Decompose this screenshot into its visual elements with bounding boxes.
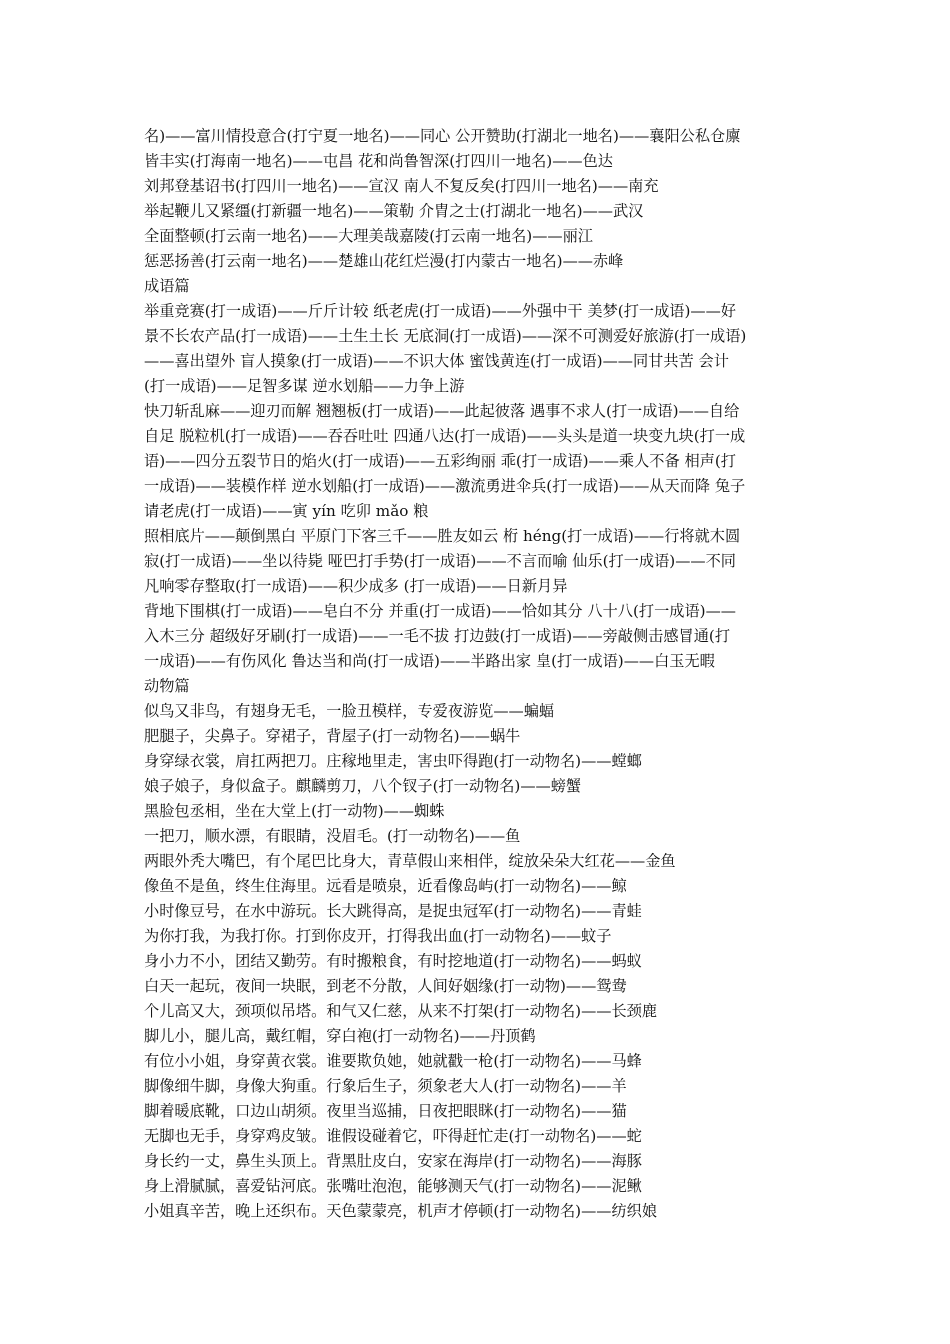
text-line: 似鸟又非鸟，有翅身无毛，一脸丑模样，专爱夜游览——蝙蝠 bbox=[144, 702, 555, 720]
text-line: 名)——富川情投意合(打宁夏一地名)——同心 公开赞助(打湖北一地名)——襄阳公私仓廪 bbox=[144, 127, 741, 145]
text-line: 无脚也无手，身穿鸡皮皱。谁假设碰着它，吓得赶忙走(打一动物名)——蛇 bbox=[144, 1127, 642, 1145]
text-line: 身小力不小，团结又勤劳。有时搬粮食，有时挖地道(打一动物名)——蚂蚁 bbox=[144, 952, 642, 970]
document-body bbox=[144, 124, 814, 1224]
text-line: 肥腿子，尖鼻子。穿裙子，背屋子(打一动物名)——蜗牛 bbox=[144, 727, 521, 745]
text-line: 动物篇 bbox=[144, 677, 190, 695]
text-line: 成语篇 bbox=[144, 277, 190, 295]
text-line: 身长约一丈，鼻生头顶上。背黑肚皮白，安家在海岸(打一动物名)——海豚 bbox=[144, 1152, 642, 1170]
text-line: 身上滑腻腻，喜爱钻河底。张嘴吐泡泡，能够测天气(打一动物名)——泥鳅 bbox=[144, 1177, 642, 1195]
text-line: 小时像豆号，在水中游玩。长大跳得高，是捉虫冠军(打一动物名)——青蛙 bbox=[144, 902, 642, 920]
text-line: 快刀斩乱麻——迎刃而解 翘翘板(打一成语)——此起彼落 遇事不求人(打一成语)——自给 bbox=[144, 402, 740, 420]
text-line: 举重竞赛(打一成语)——斤斤计较 纸老虎(打一成语)——外强中干 美梦(打一成语)——好 bbox=[144, 302, 736, 320]
text-line: 背地下围棋(打一成语)——皂白不分 并重(打一成语)——恰如其分 八十八(打一成语)—— bbox=[144, 602, 736, 620]
text-line: 黑脸包丞相，坐在大堂上(打一动物)——蜘蛛 bbox=[144, 802, 445, 820]
text-line: 一把刀，顺水漂，有眼睛，没眉毛。(打一动物名)——鱼 bbox=[144, 827, 521, 845]
text-line: 凡响零存整取(打一成语)——积少成多 (打一成语)——日新月异 bbox=[144, 577, 568, 595]
text-line: 一成语)——装模作样 逆水划船(打一成语)——激流勇进伞兵(打一成语)——从天而降 兔子 bbox=[144, 477, 746, 495]
text-line: 照相底片——颠倒黑白 平原门下客三千——胜友如云 桁 héng(打一成语)——行将就木圆 bbox=[144, 527, 741, 545]
text-line: 个儿高又大，颈项似吊塔。和气又仁慈，从来不打架(打一动物名)——长颈鹿 bbox=[144, 1002, 658, 1020]
text-line: (打一成语)——足智多谋 逆水划船——力争上游 bbox=[144, 377, 465, 395]
text-line: 全面整顿(打云南一地名)——大理美哉嘉陵(打云南一地名)——丽江 bbox=[144, 227, 593, 245]
text-line: 语)——四分五裂节日的焰火(打一成语)——五彩绚丽 乖(打一成语)——乘人不备 相声(打 bbox=[144, 452, 736, 470]
text-line: 小姐真辛苦，晚上还织布。天色蒙蒙亮，机声才停顿(打一动物名)——纺织娘 bbox=[144, 1202, 658, 1220]
text-line: 两眼外秃大嘴巴，有个尾巴比身大，青草假山来相伴，绽放朵朵大红花——金鱼 bbox=[144, 852, 676, 870]
text-line: 请老虎(打一成语)——寅 yín 吃卯 mǎo 粮 bbox=[144, 502, 429, 520]
text-line: 寂(打一成语)——坐以待毙 哑巴打手势(打一成语)——不言而喻 仙乐(打一成语)——不同 bbox=[144, 552, 736, 570]
text-line: 皆丰实(打海南一地名)——屯昌 花和尚鲁智深(打四川一地名)——色达 bbox=[144, 152, 613, 170]
text-line: 脚儿小，腿儿高，戴红帽，穿白袍(打一动物名)——丹顶鹤 bbox=[144, 1027, 536, 1045]
text-line: 举起鞭儿又紧缰(打新疆一地名)——策勒 介胄之士(打湖北一地名)——武汉 bbox=[144, 202, 644, 220]
text-line: 景不长农产品(打一成语)——土生土长 无底洞(打一成语)——深不可测爱好旅游(打一成语) bbox=[144, 327, 747, 345]
text-line: ——喜出望外 盲人摸象(打一成语)——不识大体 蜜饯黄连(打一成语)——同甘共苦 会计 bbox=[144, 352, 729, 370]
text-line: 身穿绿衣裳，肩扛两把刀。庄稼地里走，害虫吓得跑(打一动物名)——螳螂 bbox=[144, 752, 642, 770]
text-line: 脚着暖底靴，口边山胡须。夜里当巡捕，日夜把眼眯(打一动物名)——猫 bbox=[144, 1102, 627, 1120]
text-line: 刘邦登基诏书(打四川一地名)——宣汉 南人不复反矣(打四川一地名)——南充 bbox=[144, 177, 659, 195]
text-line: 为你打我，为我打你。打到你皮开，打得我出血(打一动物名)——蚊子 bbox=[144, 927, 612, 945]
text-line: 脚像细牛脚，身像大狗重。行象后生子，须象老大人(打一动物名)——羊 bbox=[144, 1077, 627, 1095]
text-line: 自足 脱粒机(打一成语)——吞吞吐吐 四通八达(打一成语)——头头是道一块变九块(打一成 bbox=[144, 427, 746, 445]
text-line: 娘子娘子，身似盒子。麒麟剪刀，八个钗子(打一动物名)——螃蟹 bbox=[144, 777, 582, 795]
text-line: 像鱼不是鱼，终生住海里。远看是喷泉，近看像岛屿(打一动物名)——鲸 bbox=[144, 877, 627, 895]
text-line: 惩恶扬善(打云南一地名)——楚雄山花红烂漫(打内蒙古一地名)——赤峰 bbox=[144, 252, 624, 270]
text-line: 一成语)——有伤风化 鲁达当和尚(打一成语)——半路出家 皇(打一成语)——白玉无暇 bbox=[144, 652, 715, 670]
text-line: 有位小小姐，身穿黄衣裳。谁要欺负她，她就戳一枪(打一动物名)——马蜂 bbox=[144, 1052, 642, 1070]
text-line: 入木三分 超级好牙刷(打一成语)——一毛不拔 打边鼓(打一成语)——旁敲侧击感冒通(打 bbox=[144, 627, 731, 645]
text-line: 白天一起玩，夜间一块眠，到老不分散，人间好姻缘(打一动物)——鸳鸯 bbox=[144, 977, 627, 995]
